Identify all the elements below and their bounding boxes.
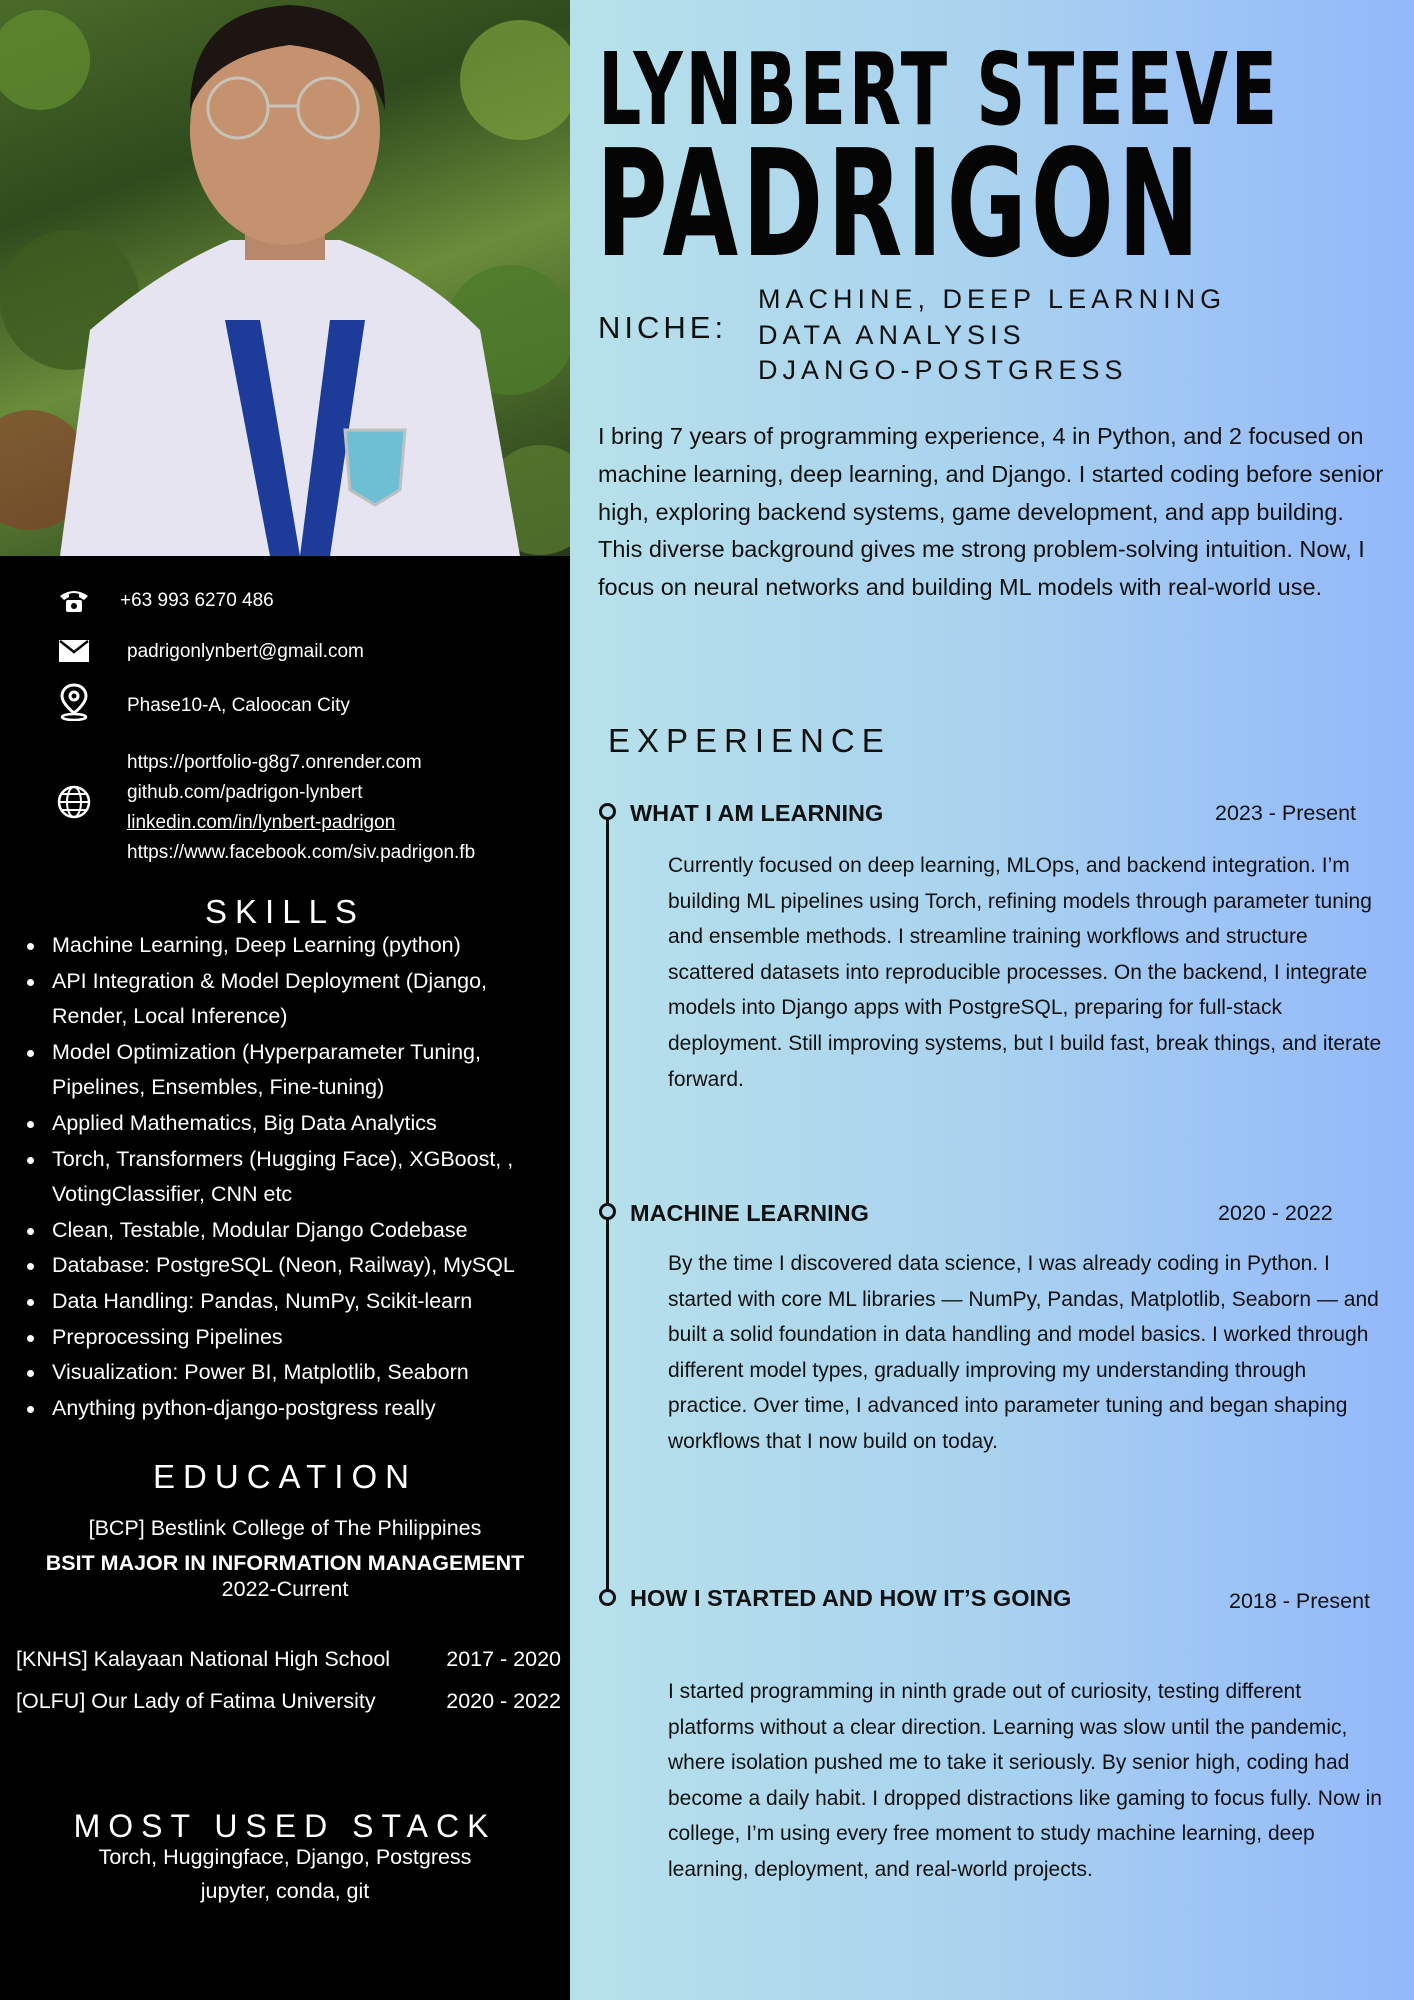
phone-number[interactable]: +63 993 6270 486 xyxy=(120,590,274,611)
experience-date: 2018 - Present xyxy=(1229,1589,1371,1613)
skill-item: Model Optimization (Hyperparameter Tuning, Pipelines, Ensembles, Fine-tuning) xyxy=(22,1035,567,1106)
experience-title: WHAT I AM LEARNING xyxy=(630,800,884,826)
web-links xyxy=(127,748,475,868)
school-row xyxy=(16,1647,561,1672)
last-name: PADRIGON xyxy=(596,118,1204,290)
niche-list xyxy=(758,282,1226,389)
stack-heading: MOST USED STACK xyxy=(73,1808,497,1844)
intro-paragraph: I bring 7 years of programming experience, 4 in Python, and 2 focused on machine learning, deep learning, and Django. I started coding before senior high, exploring backend systems, game development, and app building. This diverse background gives me strong problem-solving intuition. Now, I focus on neural networks and building ML models with real-world use. xyxy=(598,423,1384,601)
experience-description: By the time I discovered data science, I was already coding in Python. I started with core ML libraries — NumPy, Pandas, Matplotlib, Seaborn — and built a solid foundation in data handling and model basics. I worked through different model types, gradually improving my understanding through practice. Over time, I advanced into parameter tuning and began shaping workflows that I now build on today. xyxy=(668,1252,1379,1453)
skill-item: Preprocessing Pipelines xyxy=(22,1320,567,1356)
experience-heading: EXPERIENCE xyxy=(608,722,891,759)
niche-item: DJANGO-POSTGRESS xyxy=(758,355,1128,385)
skill-item: Data Handling: Pandas, NumPy, Scikit-learn xyxy=(22,1284,567,1320)
skill-item: Torch, Transformers (Hugging Face), XGBoost, , VotingClassifier, CNN etc xyxy=(22,1142,567,1213)
skill-item: Clean, Testable, Modular Django Codebase xyxy=(22,1213,567,1249)
skills-heading: SKILLS xyxy=(205,893,365,930)
timeline-dot xyxy=(599,803,616,820)
left-sidebar xyxy=(0,0,570,2000)
college-name: [BCP] Bestlink College of The Philippines xyxy=(88,1516,482,1540)
skill-item: Database: PostgreSQL (Neon, Railway), MySQL xyxy=(22,1248,567,1284)
stack-line: Torch, Huggingface, Django, Postgress xyxy=(98,1845,472,1869)
timeline-dot xyxy=(599,1203,616,1220)
skill-item: Applied Mathematics, Big Data Analytics xyxy=(22,1106,567,1142)
experience-description: I started programming in ninth grade out of curiosity, testing different platforms without a clear direction. Learning was slow until the pandemic, where isolation pushed me to take it seriously. By senior high, coding had become a daily habit. I dropped distractions like gaming to focus fully. Now in college, I’m using every free moment to study machine learning, deep learning, deployment, and real-world projects. xyxy=(668,1680,1382,1881)
education-heading: EDUCATION xyxy=(153,1458,417,1495)
skill-item: Visualization: Power BI, Matplotlib, Seaborn xyxy=(22,1355,567,1391)
school-years: 2020 - 2022 xyxy=(446,1689,561,1713)
main-content xyxy=(570,0,1414,2000)
profile-photo xyxy=(0,0,570,556)
github-link[interactable]: github.com/padrigon-lynbert xyxy=(127,782,363,803)
email-address[interactable]: padrigonlynbert@gmail.com xyxy=(127,641,364,662)
phone-icon xyxy=(56,583,92,619)
skill-item: API Integration & Model Deployment (Django, Render, Local Inference) xyxy=(22,964,567,1035)
skill-item: Anything python-django-postgress really xyxy=(22,1391,567,1427)
school-name: [OLFU] Our Lady of Fatima University xyxy=(16,1689,376,1713)
school-years: 2017 - 2020 xyxy=(446,1647,561,1671)
school-name: [KNHS] Kalayaan National High School xyxy=(16,1647,391,1671)
location-pin-icon xyxy=(56,684,92,720)
portfolio-link[interactable]: https://portfolio-g8g7.onrender.com xyxy=(127,752,422,773)
skill-item: Machine Learning, Deep Learning (python) xyxy=(22,928,567,964)
first-name: LYNBERT STEEVE xyxy=(598,31,1280,148)
experience-title: HOW I STARTED AND HOW IT’S GOING xyxy=(630,1585,1072,1611)
stack-line: jupyter, conda, git xyxy=(200,1879,370,1903)
experience-description: Currently focused on deep learning, MLOps, and backend integration. I’m building ML pipelines using Torch, refining models through parameter tuning and ensemble methods. I streamline training workflows and structure scattered datasets into reproducible processes. On the backend, I integrate models into Django apps with PostgreSQL, preparing for full-stack deployment. Still improving systems, but I build fast, break things, and iterate forward. xyxy=(668,854,1382,1091)
niche-label: NICHE: xyxy=(598,310,728,345)
experience-date: 2023 - Present xyxy=(1215,801,1357,825)
globe-icon xyxy=(56,784,92,820)
facebook-link[interactable]: https://www.facebook.com/siv.padrigon.fb xyxy=(127,842,476,863)
email-icon xyxy=(56,633,92,669)
experience-title: MACHINE LEARNING xyxy=(630,1200,869,1226)
niche-item: MACHINE, DEEP LEARNING xyxy=(758,284,1227,314)
linkedin-link[interactable]: linkedin.com/in/lynbert-padrigon xyxy=(127,812,396,833)
college-years: 2022-Current xyxy=(221,1577,349,1601)
degree: BSIT MAJOR IN INFORMATION MANAGEMENT xyxy=(45,1551,525,1575)
experience-date: 2020 - 2022 xyxy=(1218,1201,1333,1225)
address: Phase10-A, Caloocan City xyxy=(127,695,350,716)
skills-list xyxy=(22,928,567,1426)
niche-item: DATA ANALYSIS xyxy=(758,319,1026,350)
school-row xyxy=(16,1689,561,1714)
timeline-dot xyxy=(599,1589,616,1606)
